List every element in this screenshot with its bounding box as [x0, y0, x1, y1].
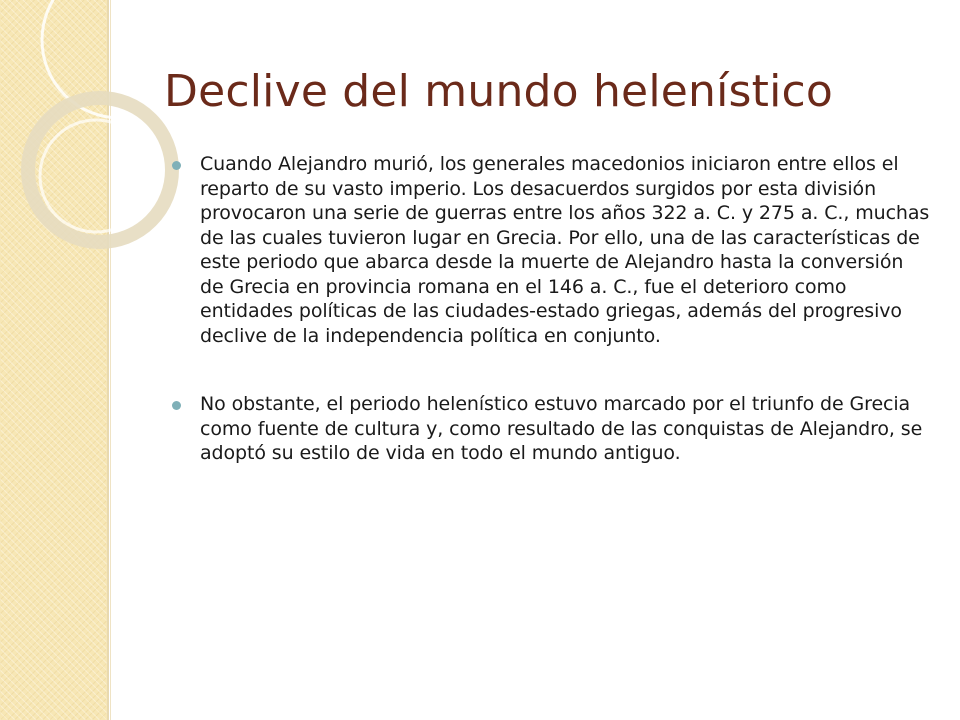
slide-content: [170, 152, 930, 466]
bullet-dot-icon: [172, 401, 181, 410]
bullet-text: Cuando Alejandro murió, los generales macedonios iniciaron entre ellos el reparto de su vasto imperio. Los desacuerdos surgidos por esta división provocaron una serie de guerras entre los años 322 a. C. y 275 a. C., muchas de las cuales tuvieron lugar en Grecia. Por ello, una de las características de este periodo que abarca desde la muerte de Alejandro hasta la conversión de Grecia en provincia romana en el 146 a. C., fue el deterioro como entidades políticas de las ciudades-estado griegas, además del progresivo declive de la independencia política en conjunto.: [200, 153, 930, 347]
decorative-ring-small: [40, 120, 152, 232]
bullet-item: [170, 392, 930, 466]
bullet-text: No obstante, el periodo helenístico estuvo marcado por el triunfo de Grecia como fuente de cultura y, como resultado de las conquistas de Alejandro, se adoptó su estilo de vida en todo el mundo antiguo.: [200, 393, 923, 464]
bullet-list: [170, 152, 930, 466]
bullet-item: [170, 152, 930, 348]
bullet-dot-icon: [172, 161, 181, 170]
slide-title: Declive del mundo helenístico: [164, 66, 834, 117]
